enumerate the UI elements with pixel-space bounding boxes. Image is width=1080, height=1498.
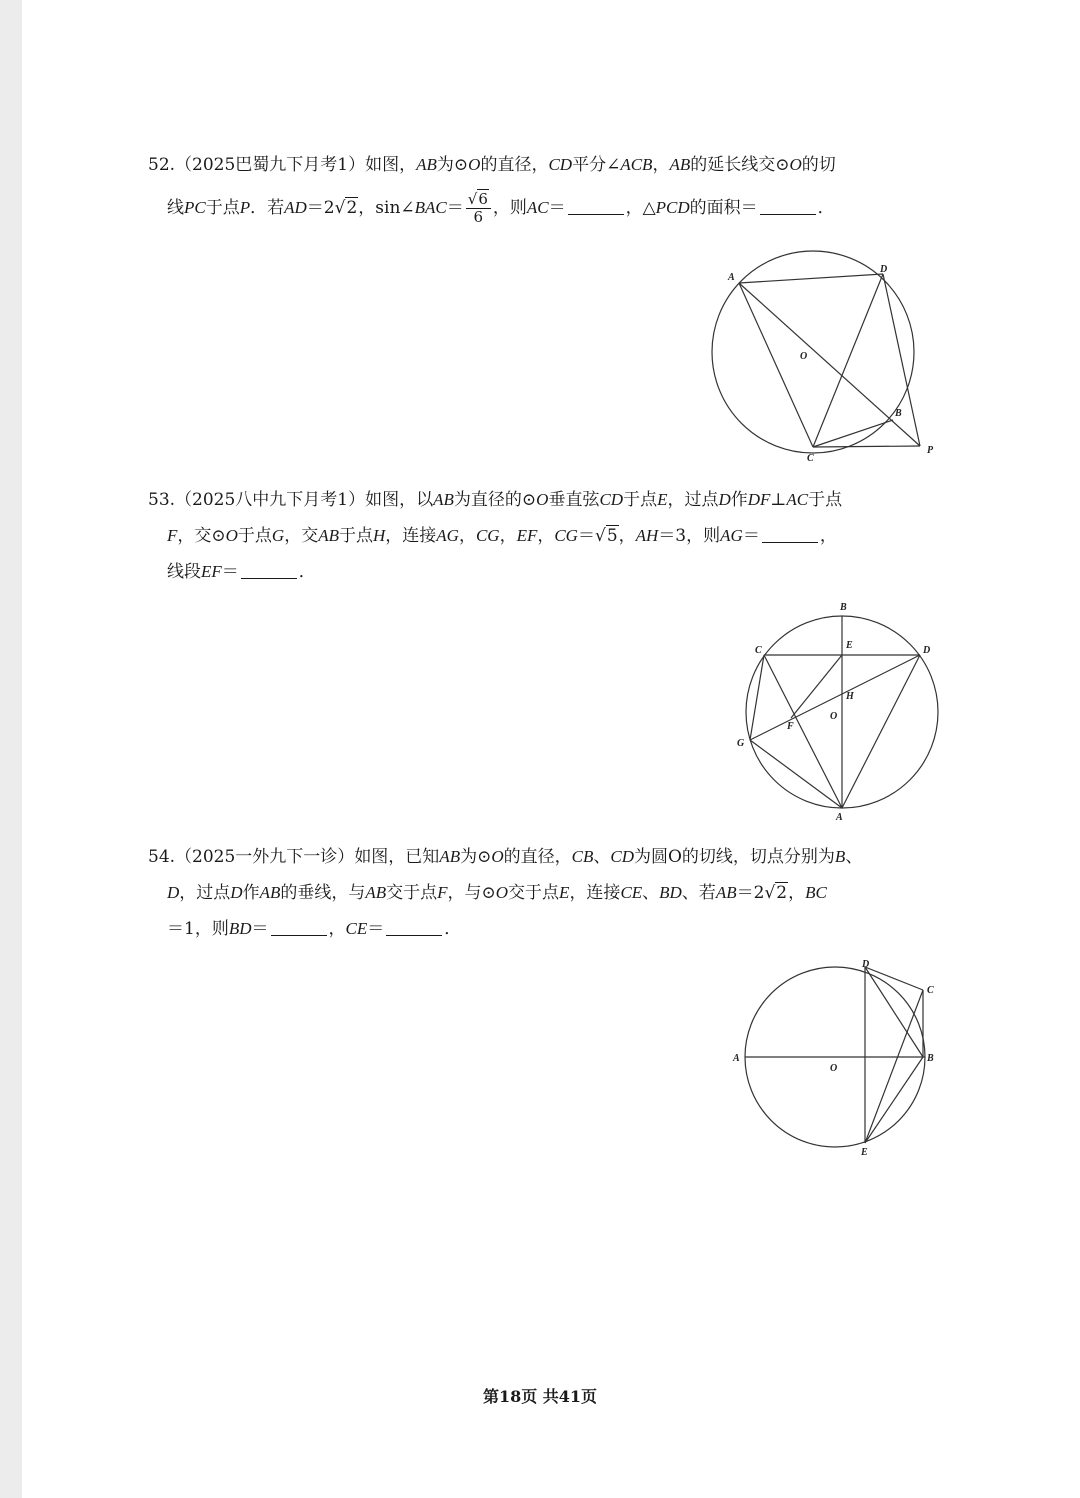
- q53-line-1: 53.（2025八中九下月考1）如图，以AB为直径的⊙O垂直弦CD于点E，过点D作DF⊥AC于点: [148, 490, 843, 510]
- answer-blank[interactable]: [386, 915, 442, 936]
- answer-blank[interactable]: [568, 194, 624, 215]
- segment-dp: [883, 274, 920, 446]
- q52-figure: [700, 240, 960, 470]
- q54-line-1: 54.（2025一外九下一诊）如图，已知AB为⊙O的直径，CB、CD为圆O的切线，切点分别为B、: [148, 847, 863, 867]
- question-52: [148, 147, 968, 233]
- label-a: A: [728, 272, 735, 283]
- label-b: B: [840, 602, 847, 613]
- segment-ca: [764, 655, 842, 808]
- answer-blank[interactable]: [241, 558, 297, 579]
- question-53: [148, 482, 968, 590]
- segment-da: [842, 655, 920, 808]
- label-g: G: [737, 738, 745, 749]
- question-number: 53.: [148, 490, 176, 510]
- label-a: A: [733, 1053, 740, 1064]
- fraction-sqrt6-over-6: $\frac{√6}{6}$: [466, 191, 491, 226]
- label-f: F: [787, 721, 794, 732]
- segment-ad: [739, 274, 883, 283]
- answer-blank[interactable]: [762, 522, 818, 543]
- segment-dc: [813, 274, 883, 447]
- question-54: [148, 839, 968, 947]
- label-o: O: [830, 1063, 838, 1074]
- label-e: E: [861, 1147, 868, 1158]
- segment-dg: [750, 655, 920, 740]
- question-source: （2025八中九下月考1）: [175, 490, 366, 510]
- label-o: O: [830, 711, 838, 722]
- question-source: （2025一外九下一诊）: [175, 847, 355, 867]
- q54-line-2: D，过点D作AB的垂线，与AB交于点F，与⊙O交于点E，连接CE、BD、若AB＝2√2，BC: [167, 883, 827, 903]
- q52-line-2: 线PC于点P．若AD＝2√2，sin∠BAC＝ $\frac{√6}{6}$ ，则AC＝ ，△PCD的面积＝ ．: [167, 190, 835, 226]
- q54-figure: [725, 955, 950, 1165]
- label-d: D: [880, 264, 888, 275]
- segment-dc: [865, 967, 923, 990]
- segment-cb: [813, 420, 893, 447]
- q53-line-3: 线段EF＝ ．: [148, 554, 968, 590]
- question-number: 54.: [148, 847, 176, 867]
- question-source: （2025巴蜀九下月考1）: [175, 155, 366, 175]
- label-b: B: [927, 1053, 934, 1064]
- segment-ga: [750, 740, 842, 808]
- label-d: D: [923, 645, 931, 656]
- segment-ac: [739, 283, 813, 447]
- label-o: O: [800, 351, 808, 362]
- label-c: C: [755, 645, 762, 656]
- label-a: A: [836, 812, 843, 823]
- segment-ap: [739, 283, 920, 446]
- segment-ef: [791, 655, 842, 718]
- label-e: E: [846, 640, 853, 651]
- page-footer: 第18页 共41页: [482, 1387, 598, 1406]
- label-c: C: [807, 453, 814, 464]
- q53-figure: [730, 598, 950, 828]
- q53-line-2: F，交⊙O于点G，交AB于点H，连接AG，CG，EF，CG＝√5，AH＝3，则AG＝ ，: [148, 518, 968, 554]
- segment-cp: [813, 446, 920, 447]
- answer-blank[interactable]: [271, 915, 327, 936]
- question-number: 52.: [148, 155, 176, 175]
- label-p: P: [927, 445, 934, 456]
- label-c: C: [927, 985, 934, 996]
- answer-blank[interactable]: [760, 194, 816, 215]
- q52-line-1: 52.（2025巴蜀九下月考1）如图，AB为⊙O的直径，CD平分∠ACB，AB的延长线交⊙O的切: [148, 155, 836, 175]
- label-b: B: [895, 408, 902, 419]
- q54-line-3: ＝1，则BD＝ ，CE＝ ．: [148, 911, 968, 947]
- label-h: H: [846, 691, 854, 702]
- label-d: D: [862, 959, 870, 970]
